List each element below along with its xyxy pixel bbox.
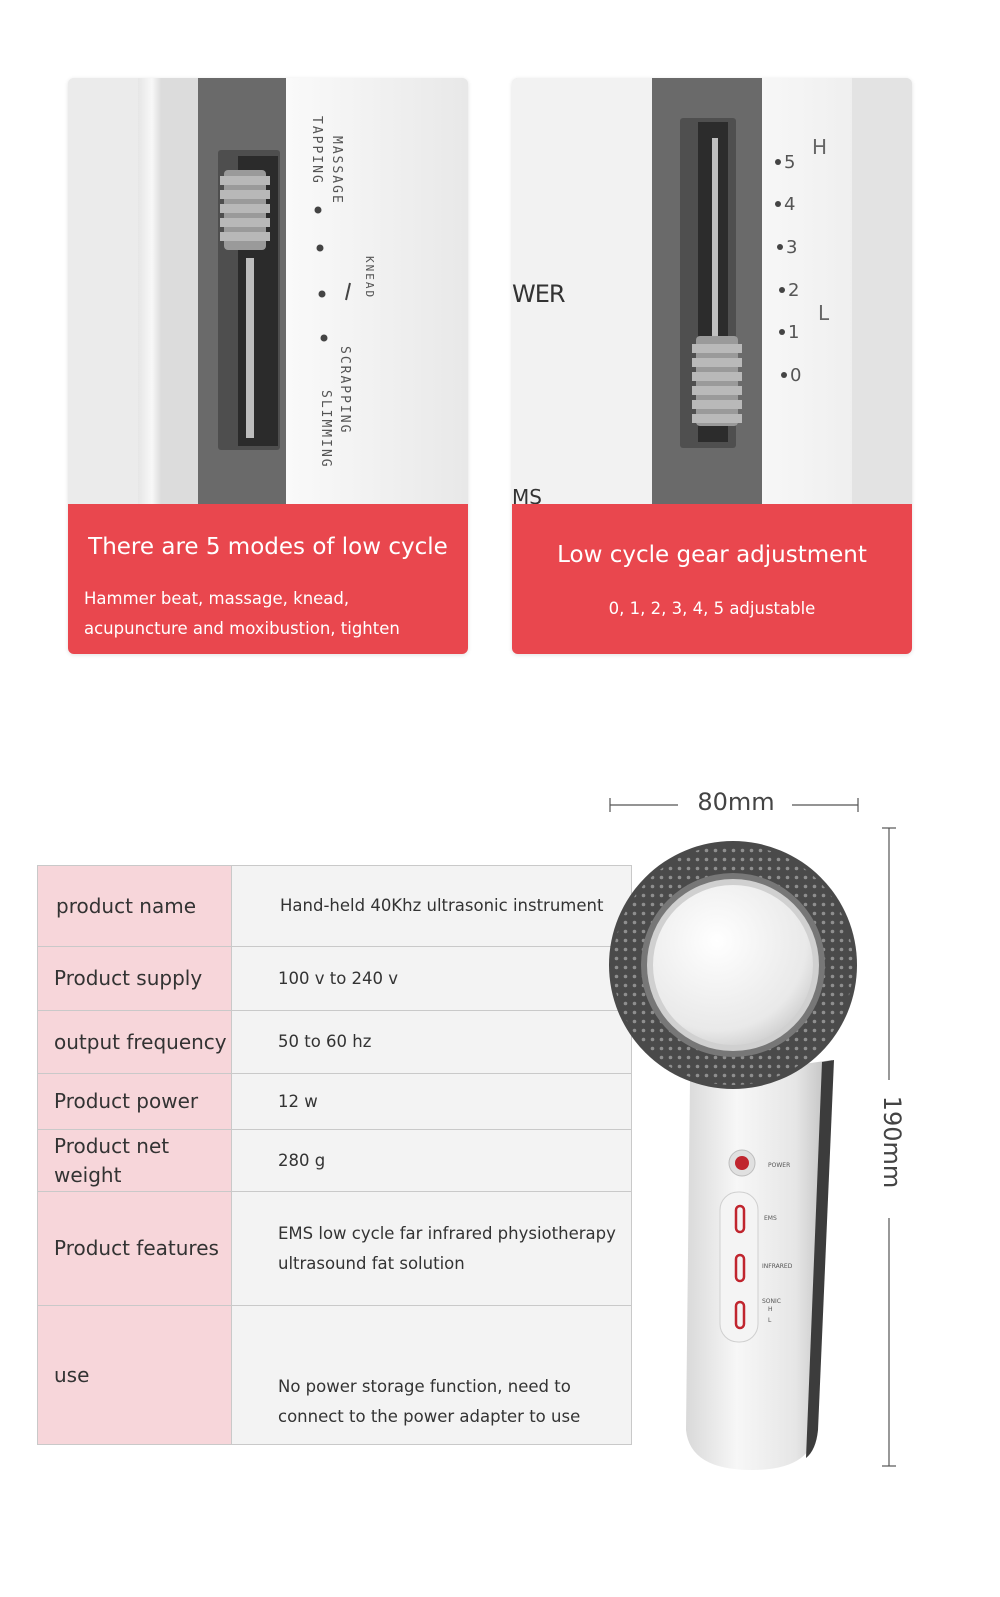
gear-description: 0, 1, 2, 3, 4, 5 adjustable [608,599,816,618]
label-low: L [818,301,830,325]
spec-key: output frequency [38,1011,232,1074]
label-tapping: TAPPING [309,116,324,185]
power-label: POWER [768,1162,791,1169]
modes-title: There are 5 modes of low cycle [88,534,448,560]
table-row [38,947,632,1011]
sonic-high-label: H [768,1306,773,1313]
mode-switch-photo [68,78,468,504]
label-ems: MS [512,485,542,504]
height-dimension: 190mm [878,1095,906,1189]
gear-banner [512,504,912,654]
modes-description: Hammer beat, massage, knead, acupuncture and moxibustion, tighten [84,589,400,638]
gear-1: 1 [788,322,800,343]
table-row [38,1192,632,1306]
label-knead: KNEAD [363,256,376,300]
label-power: WER [512,280,565,308]
spec-value: 12 w [232,1074,632,1130]
spec-value: EMS low cycle far infrared physiotherapy ultrasound fat solution [232,1192,632,1306]
label-high: H [812,135,828,159]
ems-label: EMS [764,1215,777,1222]
infrared-label: INFRARED [762,1263,793,1270]
spec-key: Product features [38,1192,232,1306]
table-row [38,1306,632,1445]
table-row [38,1130,632,1192]
spec-key: use [38,1306,232,1445]
spec-value: No power storage function, need to connect to the power adapter to use [232,1306,632,1445]
label-massage: MASSAGE [329,136,344,205]
width-dimension: 80mm [697,788,775,816]
spec-table [37,865,632,1445]
modes-card [68,78,468,654]
spec-value: 50 to 60 hz [232,1011,632,1074]
spec-value: 100 v to 240 v [232,947,632,1011]
gear-3: 3 [786,237,798,258]
device-illustration [596,780,1000,1500]
table-row [38,1074,632,1130]
label-scrapping: SCRAPPING [337,346,352,435]
gear-switch-photo [512,78,912,504]
gear-0: 0 [790,365,802,386]
gear-title: Low cycle gear adjustment [557,542,867,568]
spec-value: Hand-held 40Khz ultrasonic instrument [232,866,632,947]
spec-value: 280 g [232,1130,632,1192]
spec-key: Product supply [38,947,232,1011]
spec-key: Product net weight [38,1130,232,1192]
spec-key: Product power [38,1074,232,1130]
gear-2: 2 [788,280,800,301]
table-row [38,866,632,947]
gear-card [512,78,912,654]
sonic-label: SONIC [762,1298,781,1305]
sonic-low-label: L [768,1317,772,1324]
modes-banner [68,504,468,654]
label-slimming: SLIMMING [318,390,333,469]
spec-key: product name [38,866,232,947]
ultrasonic-plate [653,885,813,1045]
gear-4: 4 [784,194,796,215]
table-row [38,1011,632,1074]
gear-5: 5 [784,152,796,173]
